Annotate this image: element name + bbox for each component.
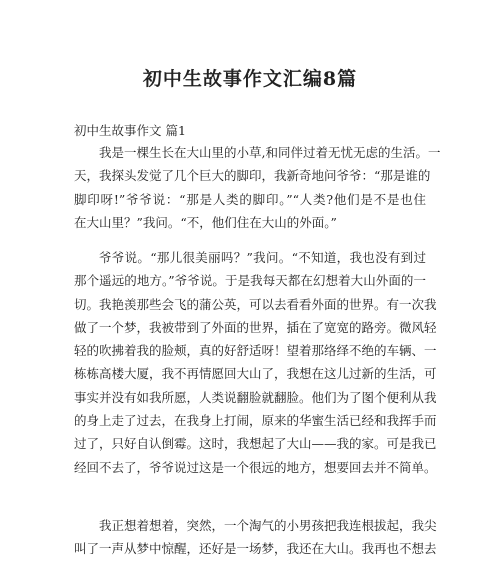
paragraph-line: 轻的吹拂着我的脸颊，真的好舒适呀！望着那络绎不绝的车辆、一 [74,343,437,359]
paragraph-1 [74,141,441,234]
paragraph-line: 那个遥远的地方。”爷爷说。于是我每天都在幻想着大山外面的一 [74,273,426,289]
paragraph-line: 我是一棵生长在大山里的小草,和同伴过着无忧无虑的生活。一 [99,145,441,160]
paragraph-line: 过了，只好自认倒霉。这时，我想起了大山——我的家。可是我已 [74,436,437,452]
paragraph-line: 切。我艳羡那些会飞的蒲公英，可以去看看外面的世界。有一次我 [74,296,437,312]
paragraph-line: 爷爷说。“那儿很美丽吗？”我问。“不知道，我也没有到过 [99,250,426,265]
paragraph-line: 栋栋高楼大厦，我不再情愿回大山了，我想在这儿过新的生活，可 [74,366,437,382]
paragraph-line: 脚印呀!”爷爷说：“那是人类的脚印。”“人类?他们是不是也住 [74,191,426,207]
paragraph-2 [74,246,437,479]
section-heading: 初中生故事作文 篇1 [74,123,186,138]
document-title: 初中生故事作文汇编8篇 [142,68,358,90]
paragraph-line: 我正想着想着，突然，一个淘气的小男孩把我连根拔起，我尖 [99,518,437,533]
paragraph-line: 天，我探头发觉了几个巨大的脚印，我新奇地问爷爷：“那是谁的 [74,168,431,184]
paragraph-line: 叫了一声从梦中惊醒，还好是一场梦，我还在大山。我再也不想去 [74,541,437,557]
paragraph-3 [74,514,437,561]
paragraph-line: 经回不去了，爷爷说过这是一个很远的地方，想要回去并不简单。 [74,459,437,475]
paragraph-line: 事实并没有如我所愿，人类说翻脸就翻脸。他们为了图个便利从我 [74,389,437,405]
paragraph-line: 的身上走了过去，在我身上打闹，原来的华蜜生活已经和我挥手而 [74,413,437,429]
paragraph-line: 在大山里？”我问。“不，他们住在大山的外面。” [74,214,337,230]
paragraph-line: 做了一个梦，我被带到了外面的世界，插在了宽宽的路旁。微风轻 [74,319,437,335]
